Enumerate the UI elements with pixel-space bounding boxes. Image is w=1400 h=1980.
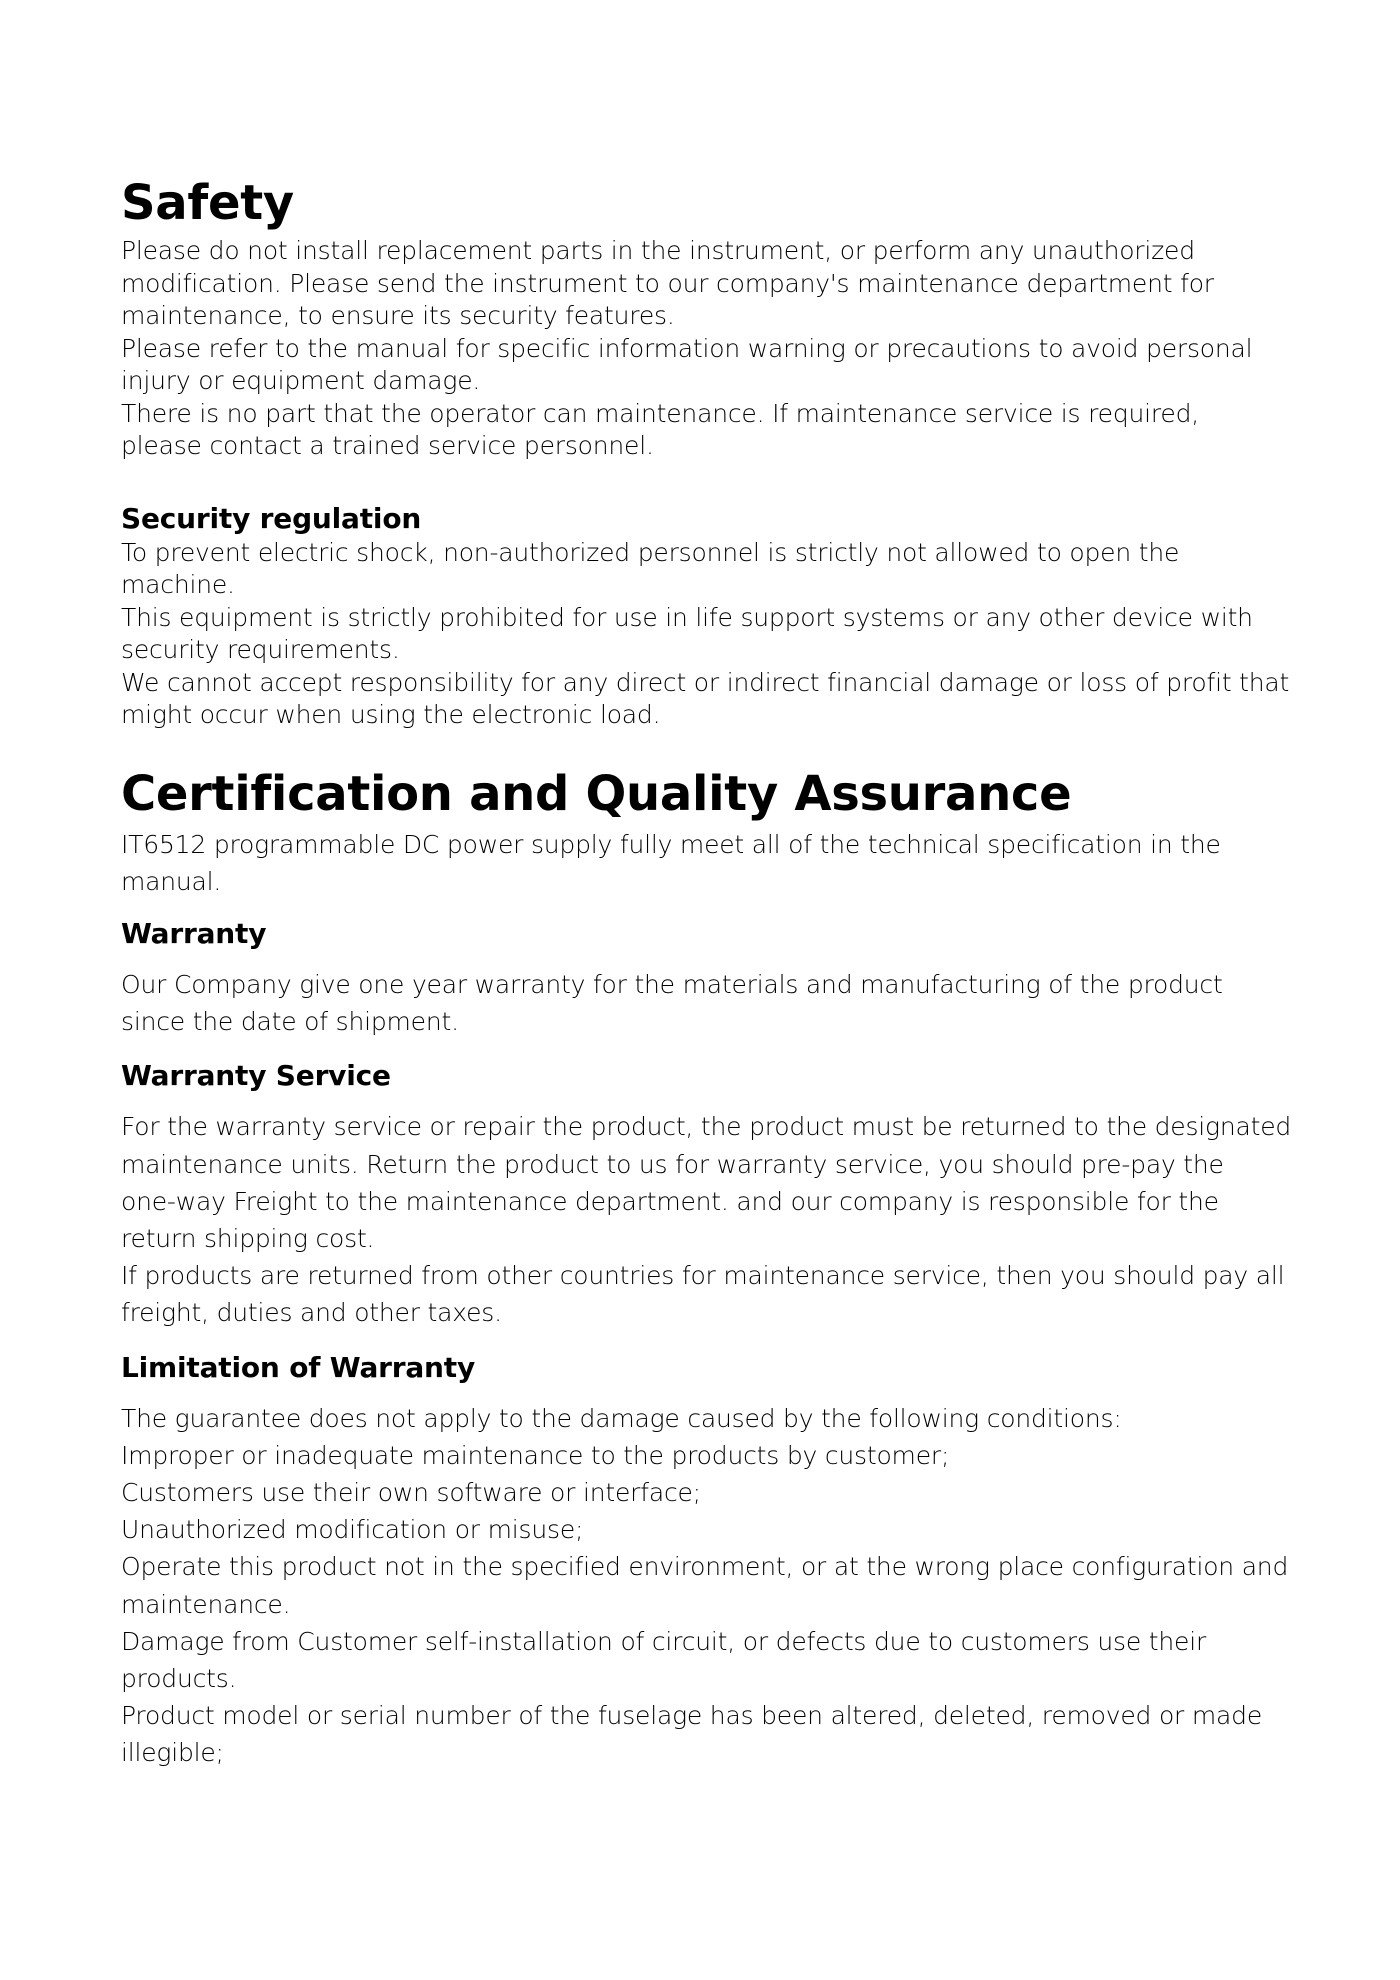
security-regulation-body xyxy=(121,537,1301,732)
text-line: Please do not install replacement parts in the instrument, or perform any unauthorized xyxy=(121,236,1195,265)
section-warranty xyxy=(121,916,1301,1040)
text-line: return shipping cost. xyxy=(121,1223,375,1253)
text-line: please contact a trained service personnel. xyxy=(121,431,654,460)
text-line: Product model or serial number of the fuselage has been altered, deleted, removed or made xyxy=(121,1701,1263,1731)
text-line: since the date of shipment. xyxy=(121,1007,459,1037)
section-certification xyxy=(121,766,1301,900)
text-line: injury or equipment damage. xyxy=(121,366,481,395)
certification-body xyxy=(121,826,1301,900)
section-limitation xyxy=(121,1350,1301,1772)
limitation-body xyxy=(121,1400,1301,1772)
text-line: IT6512 programmable DC power supply fully meet all of the technical specification in the xyxy=(121,829,1221,859)
text-line: Please refer to the manual for specific information warning or precautions to avoid personal xyxy=(121,333,1253,363)
limitation-heading: Limitation of Warranty xyxy=(121,1350,476,1384)
text-line: The guarantee does not apply to the damage caused by the following conditions: xyxy=(121,1403,1122,1433)
certification-heading: Certification and Quality Assurance xyxy=(121,765,1072,822)
section-safety xyxy=(121,175,1301,463)
section-warranty-service xyxy=(121,1058,1301,1331)
text-line: might occur when using the electronic load. xyxy=(121,700,661,729)
text-line: manual. xyxy=(121,866,222,896)
text-line: freight, duties and other taxes. xyxy=(121,1298,502,1328)
document-page xyxy=(121,175,1301,1772)
text-line: To prevent electric shock, non-authorized personnel is strictly not allowed to open the xyxy=(121,537,1180,567)
text-line: This equipment is strictly prohibited for use in life support systems or any other device with xyxy=(121,602,1253,632)
text-line: Operate this product not in the specified environment, or at the wrong place configuration and xyxy=(121,1552,1289,1582)
safety-heading: Safety xyxy=(121,175,294,231)
text-line: There is no part that the operator can maintenance. If maintenance service is required, xyxy=(121,398,1200,428)
section-security-regulation xyxy=(121,501,1301,732)
text-line: Damage from Customer self-installation of circuit, or defects due to customers use their xyxy=(121,1626,1207,1656)
text-line: maintenance, to ensure its security features. xyxy=(121,301,675,330)
text-line: maintenance. xyxy=(121,1589,291,1619)
text-line: maintenance units. Return the product to us for warranty service, you should pre-pay the xyxy=(121,1149,1224,1179)
text-line: Unauthorized modification or misuse; xyxy=(121,1515,584,1545)
text-line: machine. xyxy=(121,570,235,599)
text-line: Our Company give one year warranty for the materials and manufacturing of the product xyxy=(121,969,1223,999)
text-line: We cannot accept responsibility for any direct or indirect financial damage or loss of profit that xyxy=(121,667,1290,697)
text-line: security requirements. xyxy=(121,635,400,664)
text-line: For the warranty service or repair the product, the product must be returned to the designated xyxy=(121,1112,1292,1142)
warranty-body xyxy=(121,966,1301,1040)
text-line: illegible; xyxy=(121,1738,224,1768)
text-line: one-way Freight to the maintenance department. and our company is responsible for the xyxy=(121,1186,1219,1216)
warranty-heading: Warranty xyxy=(121,916,267,950)
security-regulation-heading: Security regulation xyxy=(121,501,422,535)
text-line: products. xyxy=(121,1663,237,1693)
text-line: Improper or inadequate maintenance to the products by customer; xyxy=(121,1440,950,1470)
text-line: Customers use their own software or interface; xyxy=(121,1477,701,1507)
warranty-service-heading: Warranty Service xyxy=(121,1059,391,1093)
safety-body xyxy=(121,235,1301,463)
text-line: modification. Please send the instrument to our company's maintenance department for xyxy=(121,268,1214,298)
text-line: If products are returned from other countries for maintenance service, then you should pay all xyxy=(121,1261,1285,1291)
warranty-service-body xyxy=(121,1108,1301,1331)
